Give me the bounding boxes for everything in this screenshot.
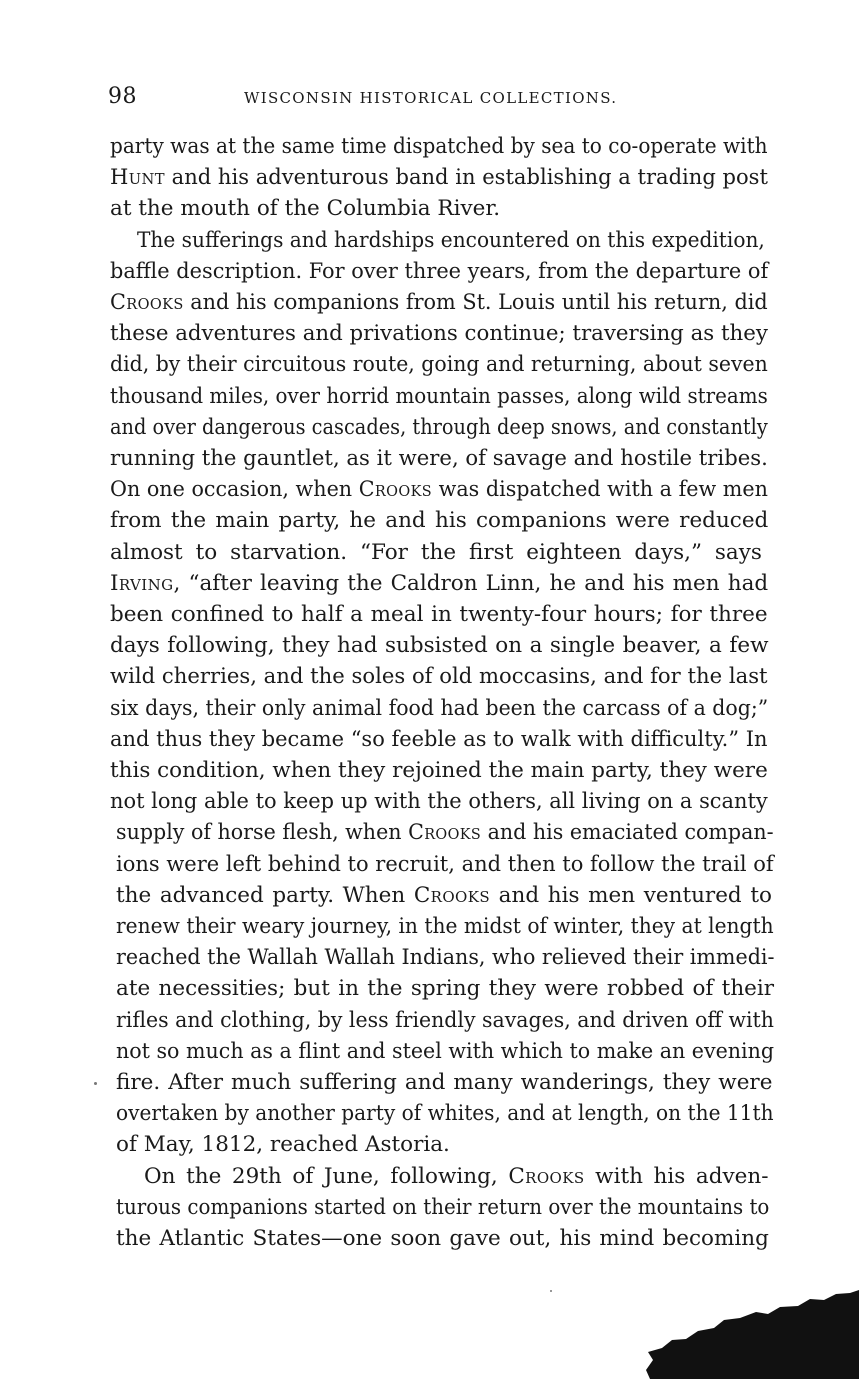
text-run: ions were left behind to recruit, and then to follow the trail of <box>116 851 774 877</box>
text-run: at the mouth of the Columbia River. <box>110 196 501 222</box>
text-run: and his companions from St. Louis until his return, did <box>183 290 768 315</box>
text-line <box>110 505 768 537</box>
text-run: The sufferings and hardships encountered on this expedition, <box>137 227 765 253</box>
text-line <box>110 537 762 569</box>
text-run: running the gauntlet, as it were, of savage and hostile tribes. <box>110 446 768 471</box>
text-run: supply of horse flesh, when <box>116 820 409 846</box>
text-line <box>116 1192 769 1224</box>
text-line <box>110 724 768 756</box>
text-run: rifles and clothing, by less friendly savages, and driven off with <box>116 1007 774 1033</box>
text-run: did, by their circuitous route, going and returning, about seven <box>110 352 768 378</box>
text-line <box>110 193 500 225</box>
text-run: ate necessities; but in the spring they were robbed of their <box>116 976 775 1002</box>
text-run: thousand miles, over horrid mountain passes, along wild streams <box>110 383 768 409</box>
page-header <box>108 84 768 114</box>
small-caps-name: Irving <box>110 570 174 596</box>
text-run: and his emaciated compan- <box>481 820 774 846</box>
text-line <box>116 849 774 881</box>
small-caps-name: Crooks <box>508 1163 585 1189</box>
text-line <box>116 1067 772 1099</box>
text-run: the Atlantic States—one soon gave out, his mind becoming <box>116 1226 769 1251</box>
text-line <box>110 412 768 444</box>
text-line <box>116 1005 774 1037</box>
text-line <box>110 568 768 600</box>
text-line <box>116 1098 774 1130</box>
text-run: On one occasion, when <box>110 477 359 503</box>
text-line <box>116 1036 774 1068</box>
text-run: turous companions started on their return over the mountains to <box>116 1194 770 1220</box>
text-run: these adventures and privations continue; traversing as they <box>110 321 768 347</box>
text-run: from the main party, he and his companions were reduced <box>110 508 769 534</box>
text-run: reached the Wallah Wallah Indians, who relieved their immedi- <box>116 945 775 971</box>
text-run: overtaken by another party of whites, and at length, on the 11th <box>116 1101 774 1127</box>
text-line <box>116 942 774 974</box>
text-run: was dispatched with a few men <box>432 477 768 503</box>
ink-speck <box>94 1082 97 1085</box>
text-line <box>110 786 768 818</box>
text-run: the advanced party. When <box>116 882 414 908</box>
running-head: WISCONSIN HISTORICAL COLLECTIONS. <box>244 89 618 107</box>
text-line <box>110 755 768 787</box>
text-line <box>144 1161 768 1193</box>
text-line <box>110 131 768 163</box>
text-run: On the 29th of June, following, <box>144 1163 509 1189</box>
text-line <box>116 911 774 943</box>
text-run: this condition, when they rejoined the main party, they were <box>110 758 768 783</box>
small-caps-name: Crooks <box>358 477 433 503</box>
text-run: and his men ventured to <box>490 882 772 908</box>
text-line <box>110 630 768 662</box>
text-run: almost to starvation. “For the first eighteen days,” says <box>110 539 762 565</box>
text-line <box>110 287 768 319</box>
text-line <box>110 318 768 350</box>
text-line <box>116 1223 769 1255</box>
text-run: not long able to keep up with the others, all living on a scanty <box>110 789 768 815</box>
text-line <box>110 599 768 631</box>
text-line <box>110 256 768 288</box>
text-line <box>116 973 774 1005</box>
small-caps-name: Hunt <box>110 165 165 191</box>
text-run: wild cherries, and the soles of old moccasins, and for the last <box>110 664 768 690</box>
text-line <box>110 443 768 475</box>
text-run: fire. After much suffering and many wanderings, they were <box>116 1070 773 1095</box>
page-number: 98 <box>108 84 137 109</box>
text-run: not so much as a flint and steel with which to make an evening <box>116 1038 775 1064</box>
small-caps-name: Crooks <box>408 820 482 846</box>
torn-corner-blot <box>628 1290 859 1379</box>
text-line <box>110 474 768 506</box>
text-run: and thus they became “so feeble as to walk with difficulty.” In <box>110 726 768 752</box>
text-line <box>116 1129 450 1161</box>
text-line <box>110 661 768 693</box>
text-run: , “after leaving the Caldron Linn, he and his men had <box>173 570 769 596</box>
text-run: baffle description. For over three years, from the departure of <box>110 258 769 284</box>
text-run: and his adventurous band in establishing a trading post <box>164 165 768 191</box>
ink-speck <box>550 1290 552 1292</box>
text-line <box>116 880 772 912</box>
text-run: days following, they had subsisted on a single beaver, a few <box>110 633 769 659</box>
text-run: renew their weary journey, in the midst of winter, they at length <box>116 914 774 939</box>
text-line <box>110 162 768 194</box>
text-line <box>137 225 765 257</box>
text-run: and over dangerous cascades, through deep snows, and constantly <box>110 414 768 440</box>
text-run: six days, their only animal food had been the carcass of a dog;” <box>110 695 769 721</box>
text-line <box>110 349 768 381</box>
text-run: party was at the same time dispatched by sea to co-operate with <box>110 134 768 159</box>
text-line <box>110 693 768 725</box>
text-line <box>116 817 774 849</box>
text-run: with his adven- <box>584 1163 769 1189</box>
text-run: of May, 1812, reached Astoria. <box>116 1132 450 1158</box>
text-run: been confined to half a meal in twenty-four hours; for three <box>110 602 768 627</box>
text-line <box>110 381 768 413</box>
small-caps-name: Crooks <box>110 290 184 315</box>
small-caps-name: Crooks <box>413 882 491 908</box>
